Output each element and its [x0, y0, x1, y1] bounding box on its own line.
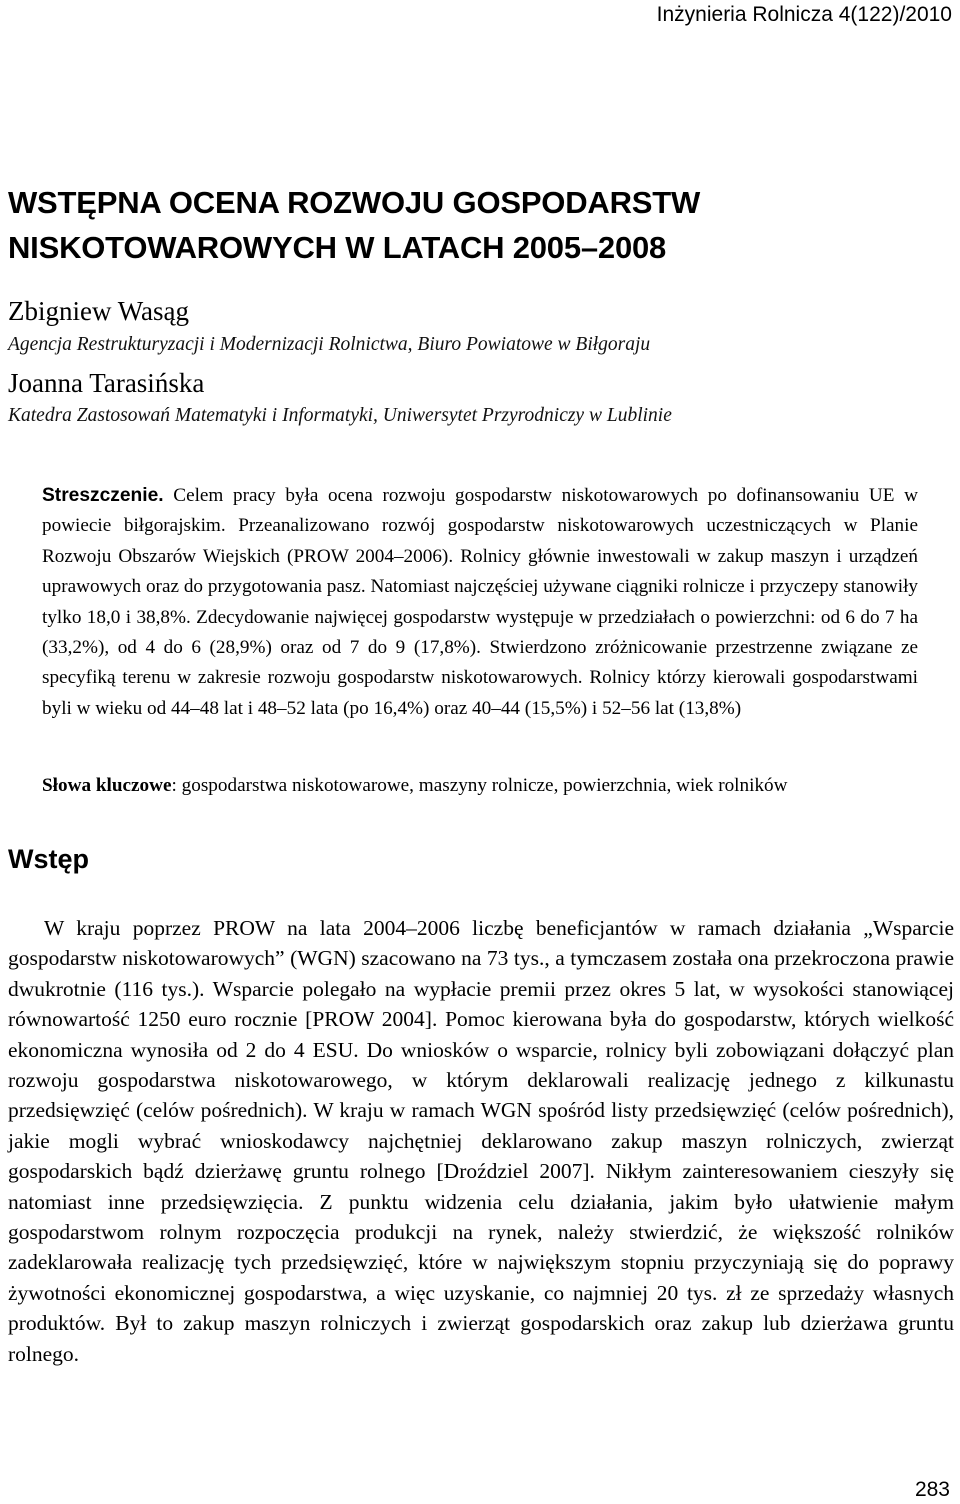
abstract-text: Celem pracy była ocena rozwoju gospodarstw niskotowarowych po dofinansowaniu UE w powiecie biłgorajskim. Przeanalizowano rozwój gospodarstw niskotowarowych uczestniczących w Planie Rozwoju Obszarów Wiejskich (PROW 2004–2006). Rolnicy głównie inwestowali w zakup maszyn i urządzeń uprawowych oraz do przygotowania pasz. Natomiast najczęściej używane ciągniki rolnicze i przyczepy stanowiły tylko 18,0 i 38,8%. Zdecydowanie najwięcej gospodarstw występuje w przedziałach o powierzchni: od 6 do 7 ha (33,2%), od 4 do 6 (28,9%) oraz od 7 do 9 (17,8%). Stwierdzono zróżnicowanie przestrzenne związane ze specyfiką terenu w zakresie rozwoju gospodarstw niskotowarowych. Rolnicy którzy kierowali gospodarstwami byli w wieku od 44–48 lat i 48–52 lata (po 16,4%) oraz 40–44 (15,5%) i 52–56 lat (13,8%) [42, 485, 918, 719]
author-name: Joanna Tarasińska [8, 368, 205, 398]
abstract [42, 481, 918, 724]
abstract-label: Streszczenie. [42, 485, 164, 506]
author-affiliation: Katedra Zastosowań Matematyki i Informatyki, Uniwersytet Przyrodniczy w Lublinie [8, 405, 672, 426]
paper-title-line-1: WSTĘPNA OCENA ROZWOJU GOSPODARSTW [8, 185, 701, 220]
paper-title-line-2: NISKOTOWAROWYCH W LATACH 2005–2008 [8, 230, 667, 265]
body-paragraph: W kraju poprzez PROW na lata 2004–2006 liczbę beneficjantów w ramach działania „Wsparcie gospodarstw niskotowarowych” (WGN) szacowano na 73 tys., a tymczasem została ona przekroczona prawie dwukrotnie (116 tys.). Wsparcie polegało na wypłacie premii przez okres 5 lat, w wysokości stanowiącej równowartość 1250 euro rocznie [PROW 2004]. Pomoc kierowana była do gospodarstw, których wielkość ekonomiczna wynosiła od 2 do 4 ESU. Do wniosków o wsparcie, rolnicy byli zobowiązani dołączyć plan rozwoju gospodarstwa niskotowarowego, w którym deklarowali realizację jednego z kilkunastu przedsięwzięć (celów pośrednich). W kraju w ramach WGN spośród listy przedsięwzięć (celów pośrednich), jakie mogli wybrać wnioskodawcy najchętniej deklarowano zakup maszyn rolniczych, zwierząt gospodarskich bądź dzierżawę gruntu rolnego [Droździel 2007]. Nikłym zainteresowaniem cieszyły się natomiast inne przedsięwzięcia. Z punktu widzenia celu działania, jakim było ułatwienie małym gospodarstwom rolnym rozpoczęcia produkcji na rynek, należy stwierdzić, że większość rolników zadeklarowała realizację tych przedsięwzięć, które w największym stopniu przyczyniają się do poprawy żywotności ekonomicznej gospodarstwa, a więc uzyskanie, co najmniej 20 tys. zł ze sprzedaży własnych produktów. Był to zakup maszyn rolniczych i zwierząt gospodarskich oraz zakup lub dzierżawa gruntu rolnego. [8, 916, 954, 1366]
journal-header: Inżynieria Rolnicza 4(122)/2010 [656, 3, 952, 26]
author-name: Zbigniew Wasąg [8, 296, 190, 326]
page-number: 283 [914, 1478, 950, 1501]
keywords [42, 771, 922, 801]
keywords-label: Słowa kluczowe [42, 775, 172, 796]
author-affiliation: Agencja Restrukturyzacji i Modernizacji Rolnictwa, Biuro Powiatowe w Biłgoraju [8, 334, 651, 355]
keywords-text: : gospodarstwa niskotowarowe, maszyny rolnicze, powierzchnia, wiek rolników [171, 775, 788, 796]
paper-title [8, 180, 700, 270]
section-heading: Wstęp [8, 844, 89, 874]
